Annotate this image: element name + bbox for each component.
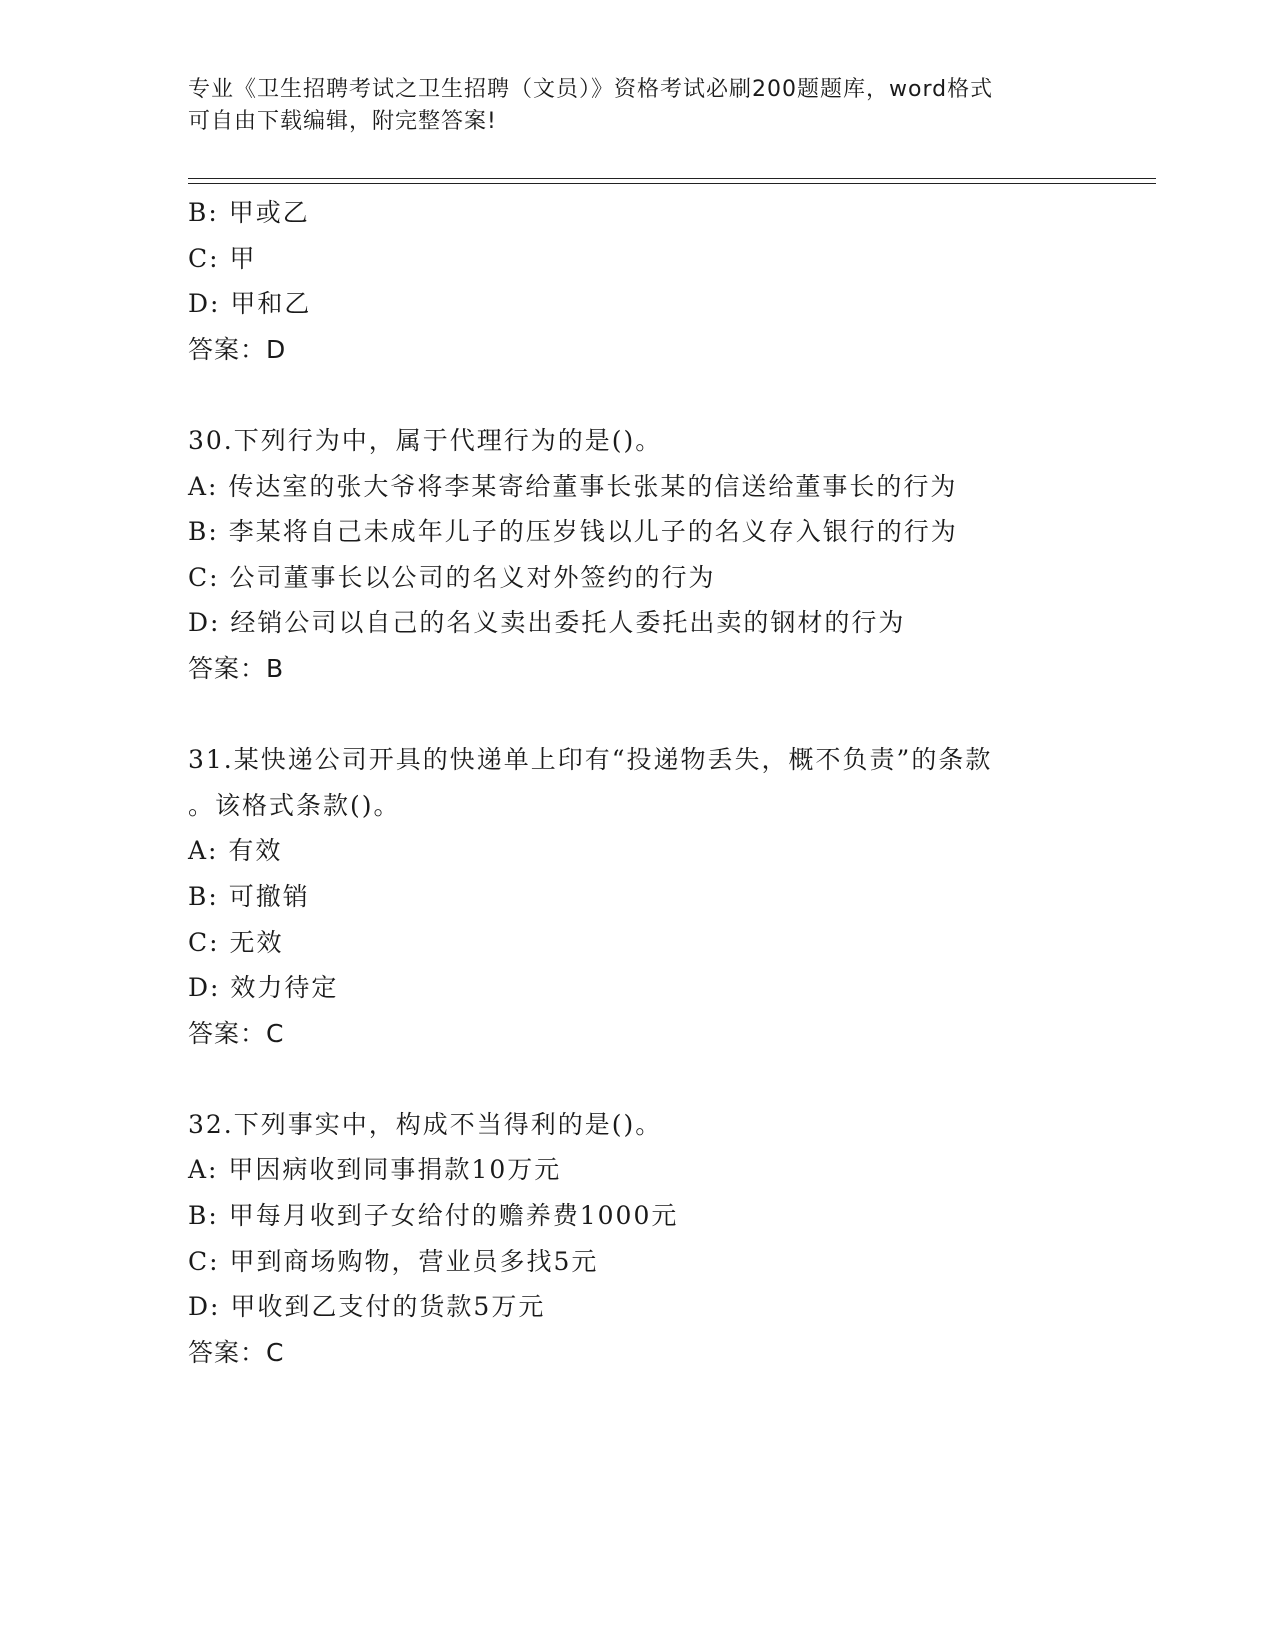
question-stem-continued: 。该格式条款()。: [188, 790, 401, 820]
option-c: C: 公司董事长以公司的名义对外签约的行为: [188, 562, 716, 592]
option-a: A: 传达室的张大爷将李某寄给董事长张某的信送给董事长的行为: [188, 471, 958, 501]
option-a: A: 甲因病收到同事捐款10万元: [188, 1155, 562, 1185]
answer-line: 答案：D: [188, 334, 287, 364]
header-title-line-1: 专业《卫生招聘考试之卫生招聘（文员）》资格考试必刷200题题库，word格式: [188, 77, 994, 102]
question-31: [188, 737, 1108, 1056]
option-c: C: 甲: [188, 243, 257, 273]
option-c: C: 甲到商场购物，营业员多找5元: [188, 1246, 599, 1276]
header-title-line-2: 可自由下载编辑，附完整答案!: [188, 109, 497, 134]
question-stem: 31.某快递公司开具的快递单上印有“投递物丢失，概不负责”的条款: [188, 745, 993, 775]
spacer: [188, 372, 1108, 418]
answer-line: 答案：C: [188, 1018, 285, 1048]
question-stem: 30.下列行为中，属于代理行为的是()。: [188, 425, 663, 455]
option-b: B: 可撤销: [188, 881, 310, 911]
header-divider-top: [188, 178, 1156, 179]
question-content: [188, 190, 1108, 1375]
header-divider-bottom: [188, 183, 1156, 184]
question-30: [188, 418, 1108, 692]
answer-line: 答案：C: [188, 1337, 285, 1367]
option-d: D: 经销公司以自己的名义卖出委托人委托出卖的钢材的行为: [188, 608, 906, 638]
option-d: D: 甲和乙: [188, 289, 312, 319]
option-b: B: 李某将自己未成年儿子的压岁钱以儿子的名义存入银行的行为: [188, 517, 958, 547]
spacer: [188, 692, 1108, 738]
question-32: [188, 1102, 1108, 1376]
spacer: [188, 1056, 1108, 1102]
option-b: B: 甲或乙: [188, 198, 310, 227]
option-d: D: 效力待定: [188, 973, 339, 1003]
document-header: [188, 74, 1088, 138]
option-d: D: 甲收到乙支付的货款5万元: [188, 1292, 546, 1322]
option-b: B: 甲每月收到子女给付的赡养费1000元: [188, 1201, 679, 1231]
option-c: C: 无效: [188, 927, 284, 957]
question-stem: 32.下列事实中，构成不当得利的是()。: [188, 1109, 663, 1139]
question-29-continuation: [188, 190, 1108, 372]
option-a: A: 有效: [188, 836, 283, 866]
answer-line: 答案：B: [188, 653, 285, 683]
